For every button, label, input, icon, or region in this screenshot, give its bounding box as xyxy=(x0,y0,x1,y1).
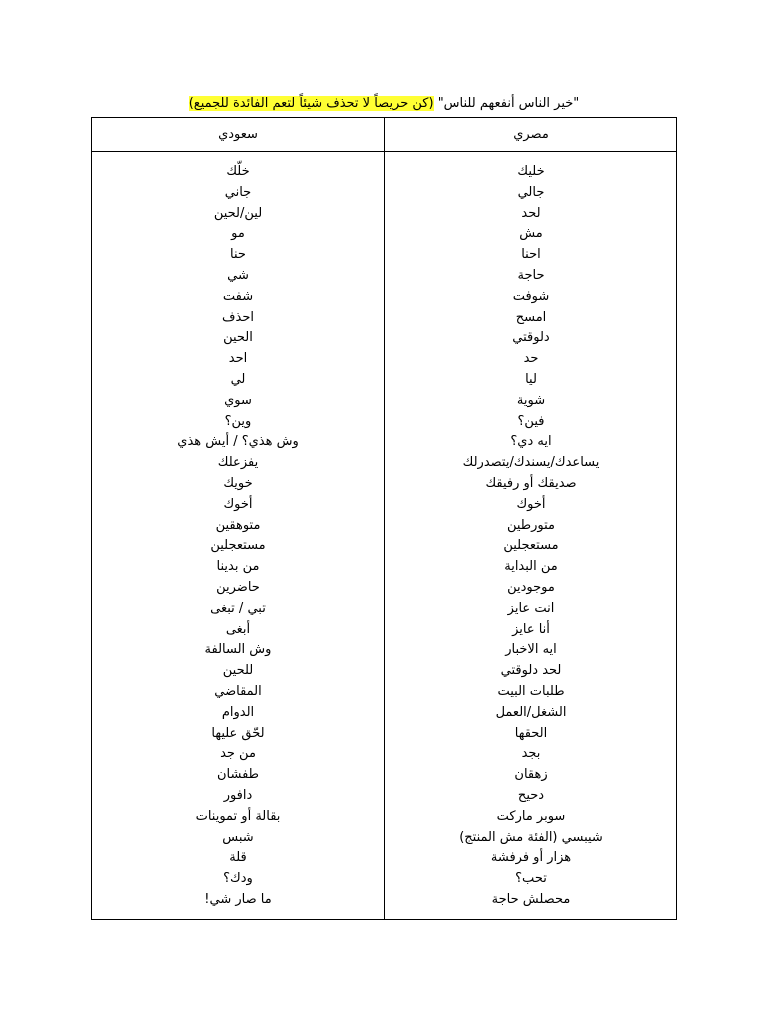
egyptian-word: جالي xyxy=(517,184,545,200)
egyptian-word: حد xyxy=(523,351,539,367)
saudi-word: أبغى xyxy=(225,621,251,637)
saudi-word: وين؟ xyxy=(224,413,252,429)
egyptian-word: ليا xyxy=(525,371,537,387)
egyptian-word: أنا عايز xyxy=(512,621,550,637)
saudi-word: احذف xyxy=(222,309,254,325)
saudi-word: خلّك xyxy=(226,164,250,179)
egyptian-word: شوية xyxy=(516,392,546,408)
egyptian-word: احنا xyxy=(521,247,541,263)
saudi-word: بقالة أو تموينات xyxy=(195,808,281,824)
saudi-word: قلة xyxy=(229,850,247,866)
saudi-word: سوي xyxy=(224,392,252,408)
saudi-word: طفشان xyxy=(216,767,260,783)
saudi-word: من بدينا xyxy=(216,559,260,575)
saudi-word: المقاضي xyxy=(214,683,262,699)
saudi-word: للحين xyxy=(222,663,254,679)
saudi-word: أخوك xyxy=(223,496,253,512)
egyptian-word: مستعجلين xyxy=(503,538,559,554)
egyptian-word: لحد دلوقتي xyxy=(500,663,562,679)
egyptian-word: دحيح xyxy=(517,787,545,803)
saudi-word: شبس xyxy=(222,829,254,845)
egyptian-column xyxy=(385,162,677,911)
egyptian-word: يساعدك/يسندك/يتصدرلك xyxy=(462,455,600,471)
saudi-column xyxy=(92,162,384,911)
egyptian-word: شيبسي (الفئة مش المنتج) xyxy=(459,829,603,845)
saudi-column-header: سعودي xyxy=(218,127,258,142)
egyptian-word: امسح xyxy=(515,309,547,325)
saudi-word: دافور xyxy=(223,787,253,803)
heading-quote: "خير الناس أنفعهم للناس" xyxy=(437,96,580,111)
saudi-word: مستعجلين xyxy=(210,538,266,554)
header-divider xyxy=(92,151,676,152)
egyptian-word: فين؟ xyxy=(517,413,545,429)
saudi-word: خويك xyxy=(223,475,253,491)
dialect-table xyxy=(91,117,677,920)
saudi-word: الدوام xyxy=(221,704,255,720)
saudi-word: شفت xyxy=(222,288,254,304)
saudi-word: حاضرين xyxy=(216,579,260,595)
egyptian-word: حاجة xyxy=(517,267,545,283)
egyptian-word: بجد xyxy=(521,746,541,762)
saudi-word: مو xyxy=(231,226,245,242)
saudi-word: وش هذي؟ / أيش هذي xyxy=(177,434,299,450)
egyptian-word: الشغل/العمل xyxy=(495,704,567,720)
saudi-word: ودك؟ xyxy=(223,871,253,887)
egyptian-word: شوفت xyxy=(512,288,550,304)
egyptian-word: محصلش حاجة xyxy=(491,891,571,907)
saudi-word: حنا xyxy=(230,247,246,263)
saudi-word: جاني xyxy=(224,184,252,200)
egyptian-word: سوبر ماركت xyxy=(496,808,566,824)
egyptian-word: خليك xyxy=(517,164,545,179)
egyptian-word: دلوقتي xyxy=(512,330,550,346)
egyptian-word: هزار أو فرفشة xyxy=(490,850,572,866)
egyptian-word: زهقان xyxy=(514,767,548,783)
egyptian-word: انت عايز xyxy=(507,600,555,616)
egyptian-word: ايه الاخبار xyxy=(505,642,557,658)
egyptian-word: موجودين xyxy=(507,579,555,595)
egyptian-column-header: مصري xyxy=(513,127,549,142)
saudi-word: لي xyxy=(230,371,246,387)
saudi-word: احد xyxy=(228,351,248,367)
saudi-word: يفزعلك xyxy=(217,455,259,471)
saudi-word: ما صار شي! xyxy=(204,891,272,907)
egyptian-word: صديقك أو رفيقك xyxy=(485,475,577,491)
egyptian-word: مش xyxy=(519,226,543,242)
saudi-word: وش السالفة xyxy=(204,642,272,658)
saudi-word: تبي / تبغى xyxy=(210,600,266,616)
egyptian-word: طلبات البيت xyxy=(497,683,565,699)
egyptian-word: أخوك xyxy=(516,496,546,512)
egyptian-word: تحب؟ xyxy=(515,871,547,887)
egyptian-word: لحد xyxy=(521,205,541,221)
egyptian-word: متورطين xyxy=(506,517,556,533)
saudi-word: شي xyxy=(227,267,249,283)
page-heading xyxy=(90,94,678,114)
egyptian-word: ايه دي؟ xyxy=(510,434,552,450)
egyptian-word: الحقها xyxy=(514,725,548,741)
heading-highlight: (كن حريصاً لا تحذف شيئاً لتعم الفائدة للجميع) xyxy=(188,96,434,111)
saudi-word: متوهقين xyxy=(215,517,261,533)
egyptian-word: من البداية xyxy=(504,559,558,575)
saudi-word: لين/لحين xyxy=(213,205,263,221)
saudi-word: من جد xyxy=(220,746,256,762)
saudi-word: لحّق عليها xyxy=(211,725,265,741)
saudi-word: الحين xyxy=(223,330,253,346)
